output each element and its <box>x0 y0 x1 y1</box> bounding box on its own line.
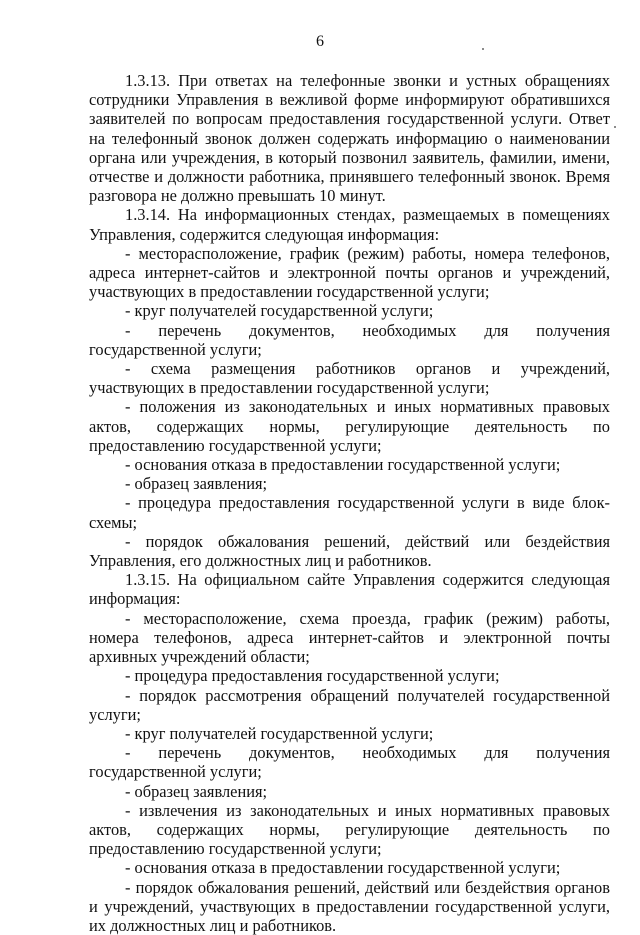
list-item: - основания отказа в предоставлении государственной услуги; <box>125 858 561 878</box>
paragraph-1-3-14: 1.3.14. На информационных стендах, размещаемых в помещениях Управления, содержится следующая информация: <box>89 205 610 244</box>
list-item: - порядок обжалования решений, действий или бездействия органов и учреждений, участвующих в предоставлении государственной услуги, их должностных лиц и работников. <box>89 877 610 935</box>
list-item: - порядок обжалования решений, действий или бездействия Управления, его должностных лиц и работников. <box>89 531 610 571</box>
list-item: - процедура предоставления государственной услуги в виде блок-схемы; <box>89 493 610 532</box>
list-item: - круг получателей государственной услуги; <box>125 301 434 321</box>
scan-speck <box>482 48 484 50</box>
list-item: - порядок рассмотрения обращений получателей государственной услуги; <box>89 685 610 724</box>
list-item: - процедура предоставления государственной услуги; <box>125 666 500 686</box>
list-item: - образец заявления; <box>125 474 268 494</box>
list-item: - месторасположение, график (режим) работы, номера телефонов, адреса интернет-сайтов и электронной почты органов и учреждений, участвующих в предоставлении государственной услуги; <box>89 243 610 302</box>
list-item: - основания отказа в предоставлении государственной услуги; <box>125 455 561 475</box>
page-number: 6 <box>316 33 324 50</box>
list-item: - перечень документов, необходимых для получения государственной услуги; <box>89 320 610 359</box>
list-item: - перечень документов, необходимых для получения государственной услуги; <box>89 743 610 782</box>
paragraph-1-3-13: 1.3.13. При ответах на телефонные звонки и устных обращениях сотрудники Управления в вежливой форме информируют обратившихся заявителей по вопросам предоставления государственной услуги. Ответ на телефонный звонок должен содержать информацию о наименовании органа или учреждения, в который позвонил заявитель, фамилии, имени, отчестве и должности работника, принявшего телефонный звонок. Время разговора не должно превышать 10 минут. <box>89 71 610 206</box>
document-body <box>89 71 610 935</box>
list-item: - схема размещения работников органов и учреждений, участвующих в предоставлении государственной услуги; <box>89 359 610 398</box>
paragraph-1-3-15: 1.3.15. На официальном сайте Управления содержится следующая информация: <box>89 570 610 609</box>
list-item: - образец заявления; <box>125 781 268 801</box>
list-item: - извлечения из законодательных и иных нормативных правовых актов, содержащих нормы, регулирующие деятельность по предоставлению государственной услуги; <box>89 800 610 859</box>
list-item: - положения из законодательных и иных нормативных правовых актов, содержащих нормы, регулирующие деятельность по предоставлению государственной услуги; <box>89 397 610 455</box>
list-item: - круг получателей государственной услуги; <box>125 723 434 743</box>
scan-speck <box>614 126 616 128</box>
list-item: - месторасположение, схема проезда, график (режим) работы, номера телефонов, адреса интернет-сайтов и электронной почты архивных учреждений области; <box>89 608 610 667</box>
